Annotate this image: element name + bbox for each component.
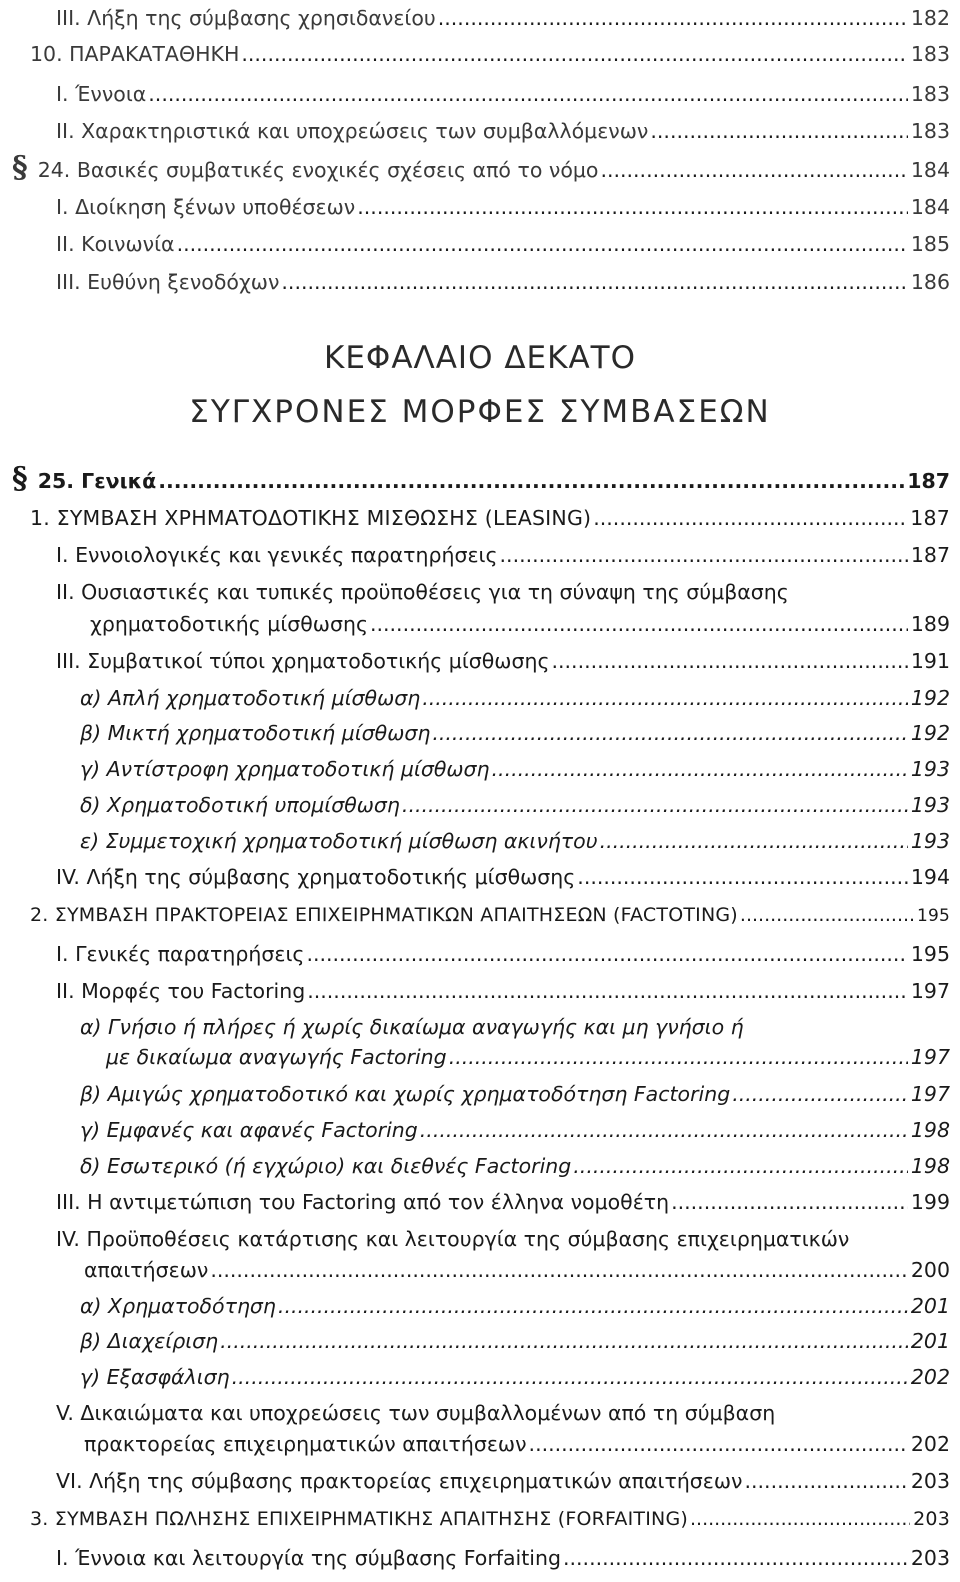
toc-leader-dots — [241, 40, 907, 68]
toc-entry-title: ε) Συμμετοχική χρηματοδοτική μίσθωση ακινήτου — [80, 829, 598, 853]
toc-entry — [56, 940, 950, 968]
toc-leader-dots — [552, 647, 908, 675]
toc-leader-dots — [438, 4, 908, 32]
toc-entry-title: 10. ΠΑΡΑΚΑΤΑΘΗΚΗ — [30, 42, 240, 66]
toc-entry-title: III. Συμβατικοί τύποι χρηματοδοτικής μίσθωσης — [56, 649, 550, 673]
toc-entry — [30, 40, 950, 68]
toc-entry-title: I. Γενικές παρατηρήσεις — [56, 942, 305, 966]
toc-leader-dots — [449, 1043, 908, 1071]
toc-entry-first-line: IV. Προϋποθέσεις κατάρτισης και λειτουργία της σύμβασης επιχειρηματικών — [56, 1227, 850, 1251]
toc-entry — [84, 1256, 950, 1284]
toc-leader-dots — [158, 467, 904, 495]
toc-entry-page: 202 — [910, 1432, 950, 1456]
toc-entry-page: 201 — [910, 1329, 950, 1353]
toc-entry-title: α) Απλή χρηματοδοτική μίσθωση — [80, 686, 421, 710]
toc-entry-page: 185 — [910, 232, 950, 256]
toc-entry-title: II. Χαρακτηριστικά και υποχρεώσεις των συμβαλλόμενων — [56, 119, 649, 143]
toc-entry-page: 192 — [910, 721, 950, 745]
toc-leader-dots — [357, 193, 908, 221]
chapter-number: ΚΕΦΑΛΑΙΟ ΔΕΚΑΤΟ — [324, 340, 636, 376]
toc-entry-title: I. Εννοιολογικές και γενικές παρατηρήσεις — [56, 543, 498, 567]
toc-entry-page: 183 — [910, 42, 950, 66]
toc-leader-dots — [732, 1080, 908, 1108]
toc-leader-dots — [278, 1292, 908, 1320]
toc-entry-page: 183 — [910, 82, 950, 106]
toc-entry-first-line: II. Ουσιαστικές και τυπικές προϋποθέσεις για τη σύναψη της σύμβασης — [56, 580, 789, 604]
toc-entry-title: 1. ΣΥΜΒΑΣΗ ΧΡΗΜΑΤΟΔΟΤΙΚΗΣ ΜΙΣΘΩΣΗΣ (LEASING) — [30, 506, 592, 530]
toc-entry-page: 186 — [910, 270, 950, 294]
toc-entry-page: 191 — [910, 649, 950, 673]
toc-entry-title: III. Ευθύνη ξενοδόχων — [56, 270, 280, 294]
toc-entry-title: VI. Λήξη της σύμβασης πρακτορείας επιχειρηματικών απαιτήσεων — [56, 1469, 743, 1493]
toc-entry-title: με δικαίωμα αναγωγής Factoring — [106, 1045, 447, 1069]
toc-entry-page: 195 — [910, 942, 950, 966]
toc-entry-page: 194 — [910, 865, 950, 889]
toc-entry — [56, 1188, 950, 1216]
toc-entry-first-line: V. Δικαιώματα και υποχρεώσεις των συμβαλλομένων από τη σύμβαση — [56, 1401, 776, 1425]
toc-entry-page: 192 — [910, 686, 950, 710]
toc-entry-page: 193 — [910, 757, 950, 781]
toc-entry-title: δ) Χρηματοδοτική υπομίσθωση — [80, 793, 400, 817]
toc-entry-page: 193 — [910, 793, 950, 817]
toc-entry — [80, 791, 950, 819]
toc-entry — [56, 541, 950, 569]
toc-leader-dots — [420, 1116, 908, 1144]
toc-entry-title: IV. Λήξη της σύμβασης χρηματοδοτικής μίσθωσης — [56, 865, 576, 889]
toc-leader-dots — [210, 1256, 908, 1284]
toc-entry-page: 197 — [910, 979, 950, 1003]
toc-entry — [80, 1080, 950, 1108]
toc-entry-page: 197 — [910, 1045, 950, 1069]
toc-leader-dots — [671, 1188, 908, 1216]
toc-entry-title: πρακτορείας επιχειρηματικών απαιτήσεων — [84, 1432, 527, 1456]
chapter-title: ΣΥΓΧΡΟΝΕΣ ΜΟΡΦΕΣ ΣΥΜΒΑΣΕΩΝ — [189, 394, 771, 430]
toc-leader-dots — [232, 1363, 908, 1391]
toc-leader-dots — [745, 1467, 908, 1495]
toc-entry — [80, 1363, 950, 1391]
toc-entry-title: II. Κοινωνία — [56, 232, 175, 256]
toc-leader-dots — [148, 80, 908, 108]
toc-entry — [56, 1544, 950, 1572]
section-sign: § — [12, 461, 28, 496]
toc-entry — [56, 4, 950, 32]
toc-entry — [30, 504, 950, 532]
toc-entry-title: δ) Εσωτερικό (ή εγχώριο) και διεθνές Factoring — [80, 1154, 572, 1178]
toc-entry — [80, 1116, 950, 1144]
toc-entry-page: 187 — [910, 506, 950, 530]
toc-entry-page: 183 — [910, 119, 950, 143]
toc-entry-page: 182 — [910, 6, 950, 30]
toc-entry-title: I. Έννοια — [56, 82, 147, 106]
toc-section-entry — [12, 461, 950, 496]
toc-entry-title: α) Χρηματοδότηση — [80, 1294, 276, 1318]
toc-entry-title: 2. ΣΥΜΒΑΣΗ ΠΡΑΚΤΟΡΕΙΑΣ ΕΠΙΧΕΙΡΗΜΑΤΙΚΩΝ ΑΠΑΙΤΗΣΕΩΝ (FACTOTING) — [30, 904, 738, 926]
toc-leader-dots — [220, 1327, 908, 1355]
toc-entry-title: III. Η αντιμετώπιση του Factoring από τον έλληνα νομοθέτη — [56, 1190, 670, 1214]
toc-leader-dots — [492, 755, 908, 783]
toc-entry-page: 195 — [916, 906, 950, 926]
toc-entry-title: χρηματοδοτικής μίσθωσης — [90, 612, 368, 636]
toc-leader-dots — [432, 719, 908, 747]
toc-entry-page: 193 — [910, 829, 950, 853]
toc-entry-page: 184 — [910, 195, 950, 219]
toc-entry-title: β) Μικτή χρηματοδοτική μίσθωση — [80, 721, 431, 745]
toc-entry-title: απαιτήσεων — [84, 1258, 209, 1282]
toc-leader-dots — [563, 1544, 908, 1572]
toc-entry — [80, 1292, 950, 1320]
toc-entry-page: 184 — [910, 158, 950, 182]
toc-entry-title: II. Μορφές του Factoring — [56, 979, 306, 1003]
toc-entry-title: γ) Αντίστροφη χρηματοδοτική μίσθωση — [80, 757, 490, 781]
toc-entry-page: 203 — [910, 1546, 950, 1570]
toc-leader-dots — [573, 1152, 908, 1180]
toc-entry-title: III. Λήξη της σύμβασης χρησιδανείου — [56, 6, 436, 30]
toc-entry — [30, 901, 950, 930]
toc-leader-dots — [529, 1430, 908, 1458]
toc-leader-dots — [422, 684, 908, 712]
toc-entry-page: 197 — [910, 1082, 950, 1106]
toc-leader-dots — [600, 827, 908, 855]
toc-entry — [80, 684, 950, 712]
toc-entry-page: 189 — [910, 612, 950, 636]
toc-entry-page: 201 — [910, 1294, 950, 1318]
section-sign: § — [12, 150, 28, 185]
toc-entry — [80, 1327, 950, 1355]
toc-leader-dots — [650, 117, 907, 145]
toc-entry — [84, 1430, 950, 1458]
toc-entry-page: 203 — [913, 1508, 950, 1530]
toc-leader-dots — [593, 504, 907, 532]
toc-entry — [56, 977, 950, 1005]
toc-entry-title: 25. Γενικά — [37, 469, 157, 493]
toc-entry-title: β) Διαχείριση — [80, 1329, 219, 1353]
toc-leader-dots — [307, 977, 908, 1005]
toc-entry — [30, 1505, 950, 1533]
toc-entry-page: 198 — [910, 1118, 950, 1142]
toc-entry — [106, 1043, 950, 1071]
toc-leader-dots — [177, 230, 908, 258]
toc-entry-title: I. Διοίκηση ξένων υποθέσεων — [56, 195, 356, 219]
toc-entry — [80, 719, 950, 747]
toc-entry-page: 198 — [910, 1154, 950, 1178]
toc-entry — [80, 1152, 950, 1180]
toc-leader-dots — [600, 156, 907, 184]
toc-entry-page: 203 — [910, 1469, 950, 1493]
toc-entry — [56, 193, 950, 221]
toc-entry — [80, 755, 950, 783]
toc-entry-page: 200 — [910, 1258, 950, 1282]
toc-entry — [56, 117, 950, 145]
toc-leader-dots — [306, 940, 907, 968]
toc-entry — [56, 80, 950, 108]
toc-entry-page: 187 — [910, 543, 950, 567]
toc-entry-page: 202 — [910, 1365, 950, 1389]
toc-entry-title: 3. ΣΥΜΒΑΣΗ ΠΩΛΗΣΗΣ ΕΠΙΧΕΙΡΗΜΑΤΙΚΗΣ ΑΠΑΙΤΗΣΗΣ (FORFAITING) — [30, 1508, 688, 1530]
toc-leader-dots — [690, 1505, 910, 1533]
toc-leader-dots — [740, 901, 914, 929]
toc-entry-page: 187 — [907, 469, 950, 493]
toc-leader-dots — [281, 268, 907, 296]
toc-leader-dots — [402, 791, 908, 819]
toc-entry-title: γ) Εμφανές και αφανές Factoring — [80, 1118, 418, 1142]
toc-entry — [56, 268, 950, 296]
toc-entry — [80, 827, 950, 855]
toc-leader-dots — [500, 541, 908, 569]
toc-entry — [56, 1467, 950, 1495]
toc-entry — [90, 610, 950, 638]
toc-entry-title: 24. Βασικές συμβατικές ενοχικές σχέσεις από το νόμο — [37, 158, 599, 182]
toc-entry-title: β) Αμιγώς χρηματοδοτικό και χωρίς χρηματοδότηση Factoring — [80, 1082, 731, 1106]
toc-entry-title: I. Έννοια και λειτουργία της σύμβασης Forfaiting — [56, 1546, 561, 1570]
toc-entry — [56, 647, 950, 675]
toc-entry-title: γ) Εξασφάλιση — [80, 1365, 230, 1389]
toc-leader-dots — [370, 610, 908, 638]
toc-entry — [56, 863, 950, 891]
toc-entry-page: 199 — [910, 1190, 950, 1214]
toc-entry-first-line: α) Γνήσιο ή πλήρες ή χωρίς δικαίωμα αναγωγής και μη γνήσιο ή — [80, 1015, 744, 1039]
toc-leader-dots — [577, 863, 908, 891]
toc-section-entry — [12, 150, 950, 185]
toc-entry — [56, 230, 950, 258]
